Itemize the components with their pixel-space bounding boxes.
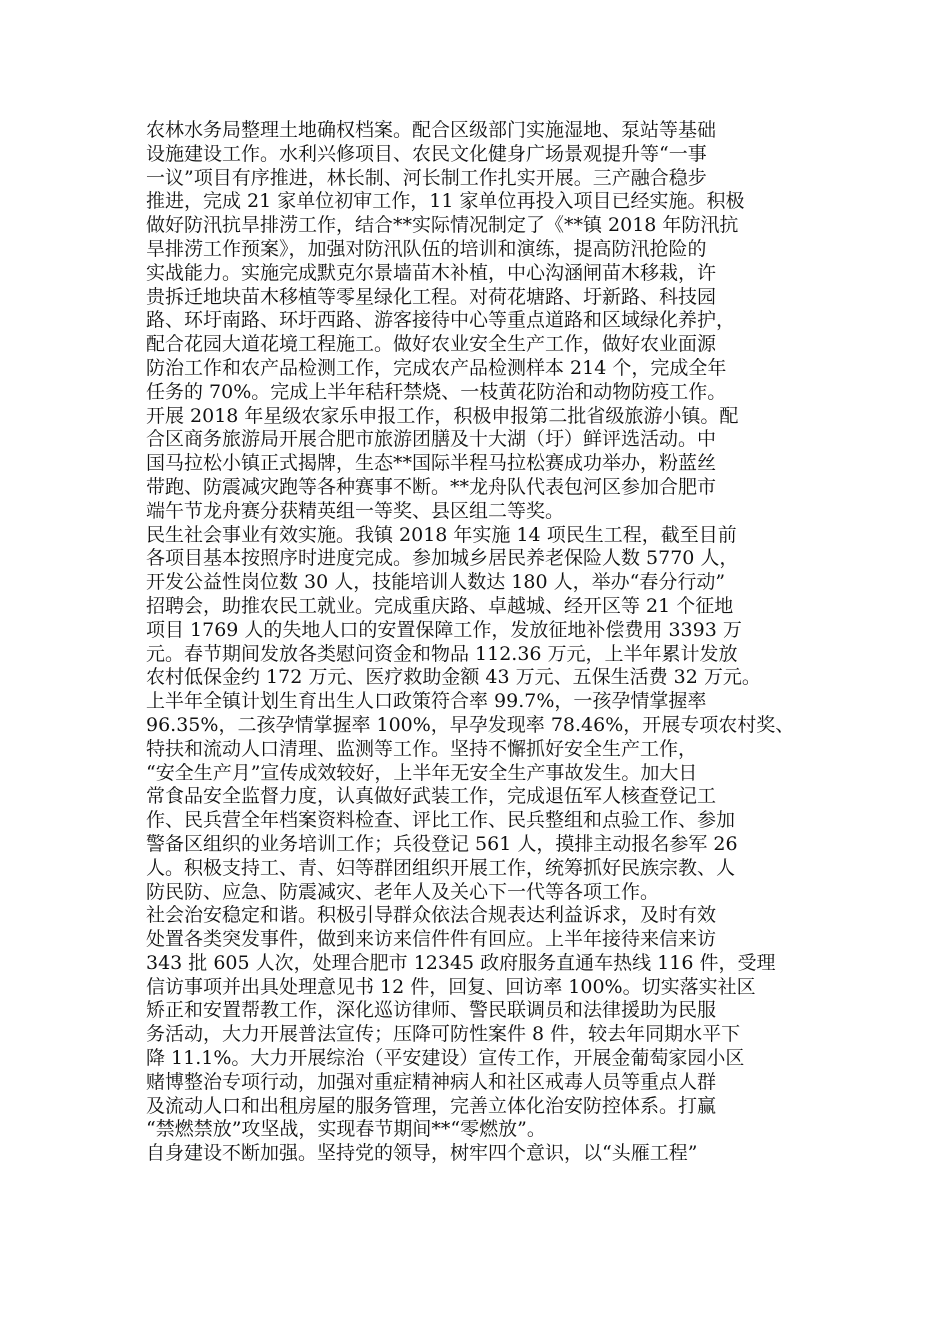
text-line: “安全生产月”宣传成效较好，上半年无安全生产事故发生。加大日: [146, 761, 698, 784]
text-line: 农村低保金约 172 万元、医疗救助金额 43 万元、五保生活费 32 万元。: [146, 666, 761, 689]
text-line: 务活动，大力开展普法宣传；压降可防性案件 8 件，较去年同期水平下: [146, 1023, 741, 1046]
text-line: 常食品安全监督力度，认真做好武装工作，完成退伍军人核查登记工: [146, 785, 717, 808]
text-line: 警备区组织的业务培训工作；兵役登记 561 人，摸排主动报名参军 26: [146, 832, 738, 855]
text-line: 自身建设不断加强。坚持党的领导，树牢四个意识，以“头雁工程”: [146, 1142, 698, 1165]
text-line: 96.35%，二孩孕情掌握率 100%，早孕发现率 78.46%，开展专项农村奖、: [146, 713, 795, 736]
text-line: 端午节龙舟赛分获精英组一等奖、县区组二等奖。: [146, 499, 565, 522]
text-line: 矫正和安置帮教工作，深化巡访律师、警民联调员和法律援助为民服: [146, 999, 717, 1022]
text-line: 特扶和流动人口清理、监测等工作。坚持不懈抓好安全生产工作，: [146, 737, 698, 760]
text-line: 做好防汛抗旱排涝工作，结合**实际情况制定了《**镇 2018 年防汛抗: [146, 214, 739, 237]
text-line: 开展 2018 年星级农家乐申报工作，积极申报第二批省级旅游小镇。配: [146, 404, 739, 427]
document-body-text: [146, 119, 826, 1166]
text-line: 防民防、应急、防震减灾、老年人及关心下一代等各项工作。: [146, 880, 660, 903]
text-line: 人。积极支持工、青、妇等群团组织开展工作，统筹抓好民族宗教、人: [146, 856, 736, 879]
text-line: 元。春节期间发放各类慰问资金和物品 112.36 万元，上半年累计发放: [146, 642, 738, 665]
text-line: 开发公益性岗位数 30 人，技能培训人数达 180 人，举办“春分行动”: [146, 571, 726, 594]
text-line: 信访事项并出具处理意见书 12 件，回复、回访率 100%。切实落实社区: [146, 975, 756, 998]
text-line: 民生社会事业有效实施。我镇 2018 年实施 14 项民生工程，截至目前: [146, 523, 737, 546]
text-line: 旱排涝工作预案》，加强对防汛队伍的培训和演练，提高防汛抢险的: [146, 237, 707, 260]
text-line: 赌博整治专项行动，加强对重症精神病人和社区戒毒人员等重点人群: [146, 1070, 717, 1093]
text-line: 设施建设工作。水利兴修项目、农民文化健身广场景观提升等“一事: [146, 142, 707, 165]
text-line: 贵拆迁地块苗木移植等零星绿化工程。对荷花塘路、圩新路、科技园: [146, 285, 717, 308]
text-line: 各项目基本按照序时进度完成。参加城乡居民养老保险人数 5770 人，: [146, 547, 739, 570]
text-line: 带跑、防震减灾跑等各种赛事不断。**龙舟队代表包河区参加合肥市: [146, 475, 717, 498]
text-line: 处置各类突发事件，做到来访来信件件有回应。上半年接待来信来访: [146, 928, 717, 951]
text-line: 343 批 605 人次，处理合肥市 12345 政府服务直通车热线 116 件，受理: [146, 951, 776, 974]
text-line: 实战能力。实施完成默克尔景墙苗木补植，中心沟涵闸苗木移栽，许: [146, 261, 717, 284]
text-line: 配合花园大道花境工程施工。做好农业安全生产工作，做好农业面源: [146, 333, 717, 356]
text-line: 路、环圩南路、环圩西路、游客接待中心等重点道路和区域绿化养护，: [146, 309, 736, 332]
text-line: “禁燃禁放”攻坚战，实现春节期间**“零燃放”。: [146, 1118, 546, 1141]
text-line: 农林水务局整理土地确权档案。配合区级部门实施湿地、泵站等基础: [146, 119, 717, 141]
text-line: 及流动人口和出租房屋的服务管理，完善立体化治安防控体系。打赢: [146, 1094, 717, 1117]
text-line: 降 11.1%。大力开展综治（平安建设）宣传工作，开展金葡萄家园小区: [146, 1047, 745, 1070]
text-line: 一议”项目有序推进，林长制、河长制工作扎实开展。三产融合稳步: [146, 166, 707, 189]
text-line: 上半年全镇计划生育出生人口政策符合率 99.7%，一孩孕情掌握率: [146, 690, 707, 713]
text-line: 推进，完成 21 家单位初审工作，11 家单位再投入项目已经实施。积极: [146, 190, 745, 213]
text-line: 任务的 70%。完成上半年秸秆禁烧、一枝黄花防治和动物防疫工作。: [146, 380, 727, 403]
text-line: 作、民兵营全年档案资料检查、评比工作、民兵整组和点验工作、参加: [146, 809, 736, 832]
text-line: 合区商务旅游局开展合肥市旅游团膳及十大湖（圩）鲜评选活动。中: [146, 428, 717, 451]
text-line: 国马拉松小镇正式揭牌，生态**国际半程马拉松赛成功举办，粉蓝丝: [146, 452, 717, 475]
text-line: 社会治安稳定和谐。积极引导群众依法合规表达利益诉求，及时有效: [146, 904, 717, 927]
text-line: 防治工作和农产品检测工作，完成农产品检测样本 214 个，完成全年: [146, 356, 727, 379]
text-line: 项目 1769 人的失地人口的安置保障工作，发放征地补偿费用 3393 万: [146, 618, 742, 641]
text-line: 招聘会，助推农民工就业。完成重庆路、卓越城、经开区等 21 个征地: [146, 594, 734, 617]
